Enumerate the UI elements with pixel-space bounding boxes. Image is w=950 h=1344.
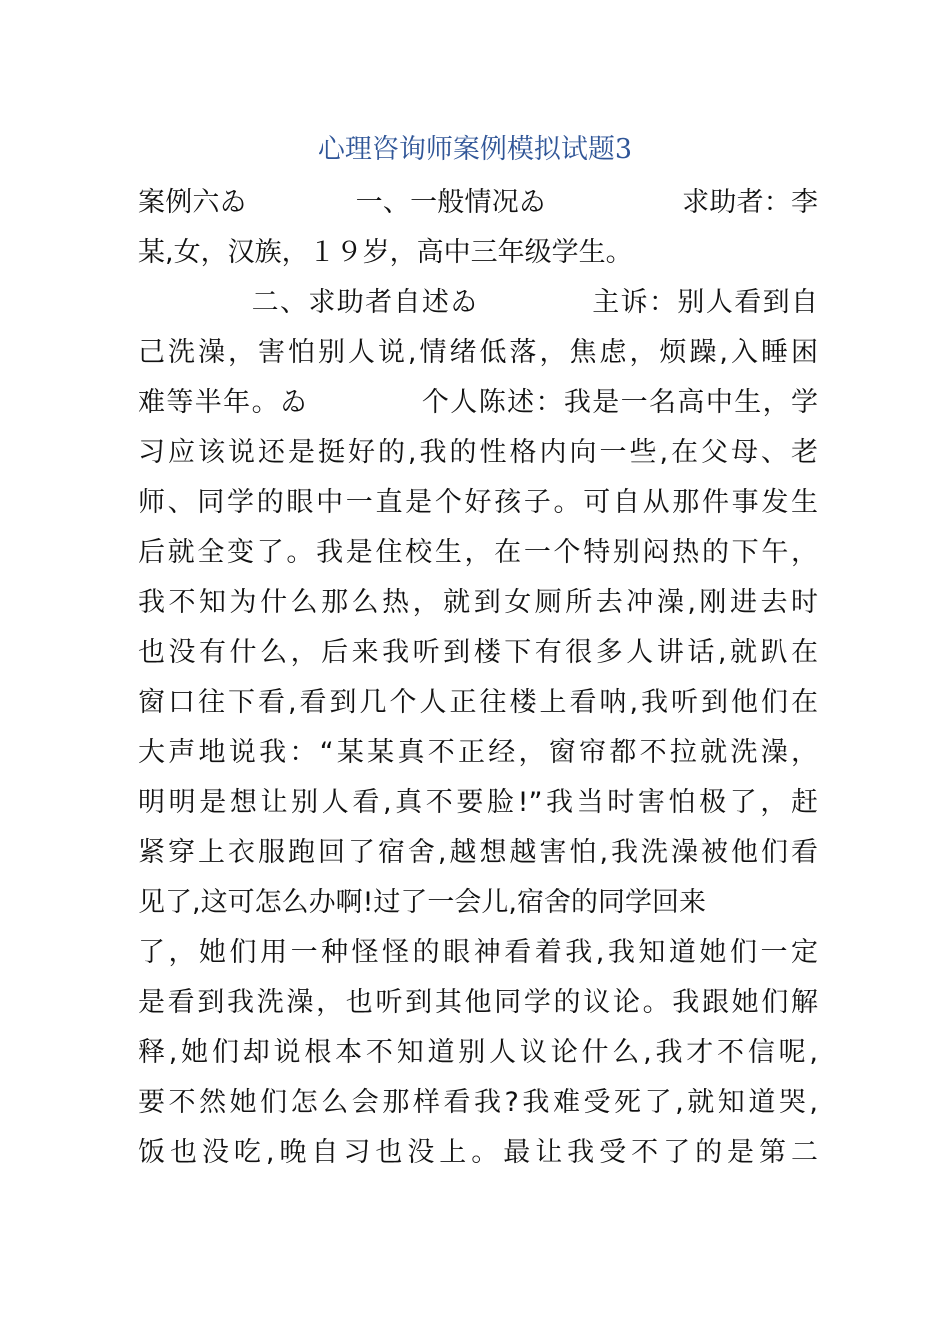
body-line-8: 后就全变了。我是住校生，在一个特别闷热的下午，: [138, 537, 818, 568]
body-line-12: 大声地说我：“某某真不正经，窗帘都不拉就洗澡，: [138, 737, 818, 768]
body-line-16: 了，她们用一种怪怪的眼神看着我,我知道她们一定: [138, 937, 818, 968]
body-line-3: 二、求助者自述ゐ 主诉：别人看到自: [138, 287, 818, 318]
document-title: 心理咨询师案例模拟试题3: [317, 134, 633, 165]
body-line-14: 紧穿上衣服跑回了宿舍,越想越害怕,我洗澡被他们看: [138, 837, 818, 868]
body-line-17: 是看到我洗澡，也听到其他同学的议论。我跟她们解: [138, 987, 818, 1018]
body-line-11: 窗口往下看,看到几个人正往楼上看呐,我听到他们在: [138, 687, 818, 718]
body-line-5: 难等半年。ゐ 个人陈述：我是一名高中生，学: [138, 387, 818, 418]
body-line-6: 习应该说还是挺好的,我的性格内向一些,在父母、老: [138, 437, 818, 468]
body-line-9: 我不知为什么那么热，就到女厕所去冲澡,刚进去时: [138, 587, 818, 618]
body-line-7: 师、同学的眼中一直是个好孩子。可自从那件事发生: [138, 487, 818, 518]
body-line-2: 某,女，汉族，１９岁，高中三年级学生。: [138, 237, 633, 268]
body-line-20: 饭也没吃,晚自习也没上。最让我受不了的是第二: [138, 1137, 818, 1168]
body-line-13: 明明是想让别人看,真不要脸!”我当时害怕极了，赶: [138, 787, 818, 818]
body-line-19: 要不然她们怎么会那样看我?我难受死了,就知道哭,: [138, 1087, 818, 1118]
body-line-10: 也没有什么，后来我听到楼下有很多人讲话,就趴在: [138, 637, 818, 668]
body-line-18: 释,她们却说根本不知道别人议论什么,我才不信呢,: [138, 1037, 818, 1068]
body-line-15: 见了,这可怎么办啊!过了一会儿,宿舍的同学回来: [138, 887, 706, 918]
body-line-4: 己洗澡，害怕别人说,情绪低落，焦虑，烦躁,入睡困: [138, 337, 818, 368]
body-line-1: 案例六ゐ 一、一般情况ゐ 求助者：李: [138, 187, 818, 218]
